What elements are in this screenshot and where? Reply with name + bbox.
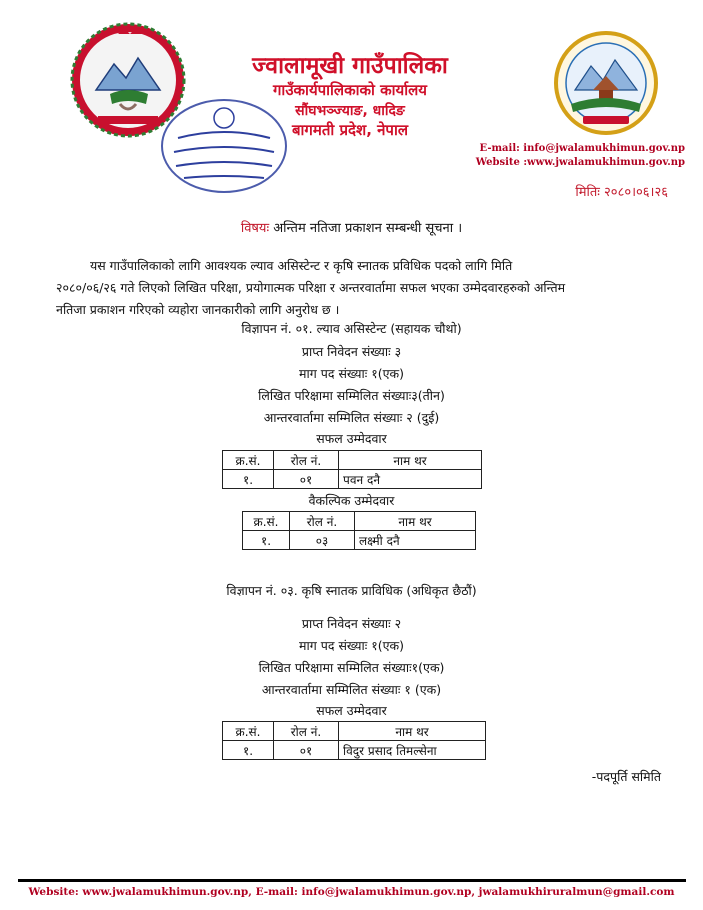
cell-roll: ०१	[274, 741, 339, 760]
ad2-title: विज्ञापन नं. ०३. कृषि स्नातक प्राविधिक (अधिकृत छैठौं)	[226, 583, 477, 598]
notice-subject	[0, 218, 703, 236]
ad1-success-heading: सफल उम्मेदवार	[316, 431, 387, 446]
header-email: E-mail: info@jwalamukhimun.gov.np	[479, 143, 685, 154]
ad1-posts: माग पद संख्याः १(एक)	[299, 366, 404, 381]
col-serial: क्र.सं.	[223, 722, 274, 741]
subject-text: अन्तिम नतिजा प्रकाशन सम्बन्धी सूचना ।	[273, 221, 463, 236]
ad1-alt-table	[242, 511, 476, 550]
ad2-applications: प्राप्त निवेदन संख्याः २	[301, 616, 402, 631]
body-line-2: २०८०/०६/२६ गते लिएको लिखित परिक्षा, प्रयोगात्मक परिक्षा र अन्तरवार्तामा सफल भएका उम्मेदवारहरुको अन्तिम	[56, 280, 566, 295]
ad1-written: लिखित परिक्षामा सम्मिलित संख्याः३(तीन)	[258, 388, 445, 403]
ad1-alt-heading: वैकल्पिक उम्मेदवार	[308, 493, 395, 508]
col-serial: क्र.सं.	[223, 451, 274, 470]
cell-name: लक्ष्मी दनै	[355, 531, 476, 550]
office-province: बागमती प्रदेश, नेपाल	[291, 121, 409, 139]
body-line-1: यस गाउँपालिकाको लागि आवश्यक ल्याव असिस्टेन्ट र कृषि स्नातक प्रविधिक पदको लागि मिति	[90, 258, 513, 273]
header-website: Website :www.jwalamukhimun.gov.np	[475, 157, 685, 168]
subject-label: विषयः	[240, 221, 270, 236]
col-roll: रोल नं.	[290, 512, 355, 531]
col-serial: क्र.सं.	[243, 512, 290, 531]
cell-serial: १.	[243, 531, 290, 550]
table-row	[223, 470, 482, 489]
ad1-success-table	[222, 450, 482, 489]
org-name: ज्वालामूखी गाउँपालिका	[252, 53, 448, 79]
ad2-written: लिखित परिक्षामा सम्मिलित संख्याः१(एक)	[258, 660, 445, 675]
footer-divider	[18, 879, 686, 882]
notice-date: मितिः २०८०।०६।२६	[575, 185, 668, 200]
col-roll: रोल नं.	[274, 451, 339, 470]
cell-serial: १.	[223, 741, 274, 760]
ad2-posts: माग पद संख्याः १(एक)	[299, 638, 404, 653]
ad2-success-heading: सफल उम्मेदवार	[316, 703, 387, 718]
table-row	[223, 741, 486, 760]
ad1-applications: प्राप्त निवेदन संख्याः ३	[301, 344, 402, 359]
ad2-success-table	[222, 721, 486, 760]
col-name: नाम थर	[339, 722, 486, 741]
col-name: नाम थर	[339, 451, 482, 470]
ad1-title: विज्ञापन नं. ०१. ल्याव असिस्टेन्ट (सहायक चौथो)	[241, 321, 462, 336]
cell-roll: ०१	[274, 470, 339, 489]
cell-name: पवन दनै	[339, 470, 482, 489]
cell-serial: १.	[223, 470, 274, 489]
ad1-interview: आन्तरवार्तामा सम्मिलित संख्याः २ (दुई)	[263, 410, 440, 425]
office-name: गाउँकार्यपालिकाको कार्यालय	[272, 81, 427, 99]
ad2-interview: आन्तरवार्तामा सम्मिलित संख्याः १ (एक)	[261, 682, 442, 697]
table-row	[243, 531, 476, 550]
footer-contact: Website: www.jwalamukhimun.gov.np, E-mail: info@jwalamukhimun.gov.np, jwalamukhiruralmun@gmail.com	[28, 886, 675, 898]
signature-committee: -पदपूर्ति समिति	[591, 769, 661, 784]
table-header-row	[223, 451, 482, 470]
col-roll: रोल नं.	[274, 722, 339, 741]
notice-body	[56, 255, 656, 321]
body-line-3: नतिजा प्रकाशन गरिएको व्यहोरा जानकारीको लागि अनुरोध छ ।	[56, 302, 340, 317]
municipality-logo	[553, 30, 659, 136]
cell-name: विदुर प्रसाद तिमल्सेना	[339, 741, 486, 760]
col-name: नाम थर	[355, 512, 476, 531]
office-address: सौंघभञ्ज्याङ, धादिङ	[295, 103, 405, 119]
cell-roll: ०३	[290, 531, 355, 550]
table-header-row	[243, 512, 476, 531]
table-header-row	[223, 722, 486, 741]
